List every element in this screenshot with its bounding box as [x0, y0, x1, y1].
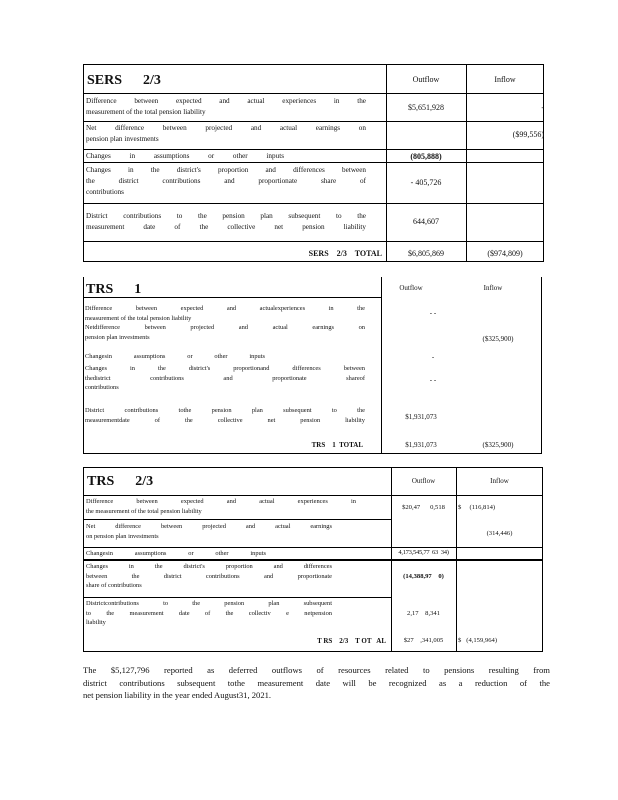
outflow-header: Outflow — [412, 75, 440, 84]
footnote-paragraph — [83, 664, 550, 702]
inflow-value: - — [541, 103, 544, 112]
row-description: Netdifference between projected and actual earnings on pension plan investments — [85, 324, 365, 341]
sers-total-label: SERS 2/3 TOTAL — [308, 249, 382, 258]
outflow-value: $5,651,928 — [408, 103, 444, 112]
trs1-total-label: TRS 1 TOTAL — [311, 441, 363, 449]
bottom-border — [83, 453, 542, 454]
row-description: Changesin assumptions or other inputs — [86, 550, 266, 557]
trs1-table — [83, 277, 542, 454]
footnote-line: The $5,127,796 reported as deferred outflows of resources related to pensions resulting from — [83, 665, 550, 675]
row-divider — [84, 149, 544, 150]
row-description: Changes in the district's proportion and differences between the district contributions and proportionate share of contributions — [86, 563, 332, 589]
row-divider — [84, 121, 544, 122]
row-description: Net difference between projected and actual earnings on pension plan investments — [86, 124, 366, 143]
outflow-header: Outflow — [411, 477, 436, 485]
row-description: Changes in the district's proportion and differences between the district contributions and proportionate share of contributions — [86, 166, 366, 196]
outflow-value: 644,607 — [413, 217, 439, 226]
outflow-value: - — [431, 353, 435, 361]
outflow-value: (14,388,97 0) — [403, 573, 444, 580]
row-description: Changesin assumptions or other inputs — [85, 353, 265, 360]
sers-total-inflow: ($974,809) — [487, 249, 523, 258]
footnote-line: net pension liability in the year ended August31, 2021. — [83, 690, 272, 701]
row-divider — [84, 203, 544, 204]
inflow-header: Inflow — [494, 75, 516, 84]
outflow-value: $1,931,073 — [405, 413, 437, 421]
outflow-value: 4,173,545,77 63 34) — [398, 549, 449, 556]
outflow-value: 2,17 8,341 — [407, 610, 440, 617]
row-description: Difference between expected and actual experiences in the measurement of the total pension liability — [86, 97, 366, 116]
row-description: District contributions tothe pension plan subsequent to the measurementdate of the collective net pension liability — [85, 407, 365, 424]
row-divider — [84, 519, 391, 520]
row-description: District contributions to the pension plan subsequent to the measurement date of the collective net pension liability — [86, 212, 366, 231]
sers-total-outflow: $6,805,869 — [408, 249, 444, 258]
outflow-value: - - — [429, 309, 437, 317]
inflow-value: ($325,900) — [482, 335, 514, 343]
trs23-table — [83, 467, 543, 652]
row-description: Districtcontributions to the pension plan subsequent to the measurement date of the collectiv e netpension liability — [86, 600, 332, 626]
row-description: Changes in assumptions or other inputs — [86, 152, 284, 160]
row-divider — [84, 597, 391, 598]
left-border — [83, 277, 84, 454]
inflow-value: ($99,556) — [512, 130, 544, 139]
trs23-total-label: T RS 2/3 T OT AL — [317, 637, 386, 645]
row-divider — [84, 495, 543, 496]
trs23-total-inflow: $ (4,159,964) — [458, 637, 498, 644]
row-description: Changes in the district's proportionand differences between thedistrict contributions and proportionate shareof contributions — [85, 365, 365, 391]
trs1-total-outflow: $1,931,073 — [405, 441, 437, 449]
row-divider — [84, 559, 543, 561]
outflow-value: $20,47 0,518 — [402, 504, 445, 511]
row-description: Net difference between projected and actual earnings on pension plan investments — [86, 523, 332, 540]
footnote-line: district contributions subsequent tothe measurement date will be recognized as a reduction of the — [83, 677, 550, 688]
outflow-value: (805,888) — [410, 152, 442, 161]
sers-title: SERS 2/3 — [87, 73, 161, 88]
trs1-title: TRS 1 — [86, 282, 142, 297]
outflow-header: Outflow — [399, 284, 423, 292]
row-divider — [84, 162, 544, 163]
column-divider — [466, 65, 467, 261]
trs1-total-inflow: ($325,900) — [482, 441, 514, 449]
row-divider — [84, 93, 544, 94]
row-description: Difference between expected and actualexperiences in the measurement of the total pension liability — [85, 305, 365, 322]
column-divider — [381, 277, 382, 454]
inflow-value: $ (116,814) — [458, 504, 496, 511]
column-divider — [386, 65, 387, 261]
outflow-value: - - — [429, 376, 437, 384]
trs23-title: TRS 2/3 — [87, 474, 154, 489]
trs23-total-outflow: $27 ,341,005 — [403, 637, 444, 644]
right-border — [541, 277, 542, 454]
inflow-value: (314,446) — [486, 530, 513, 537]
row-divider — [84, 241, 544, 242]
sers-table — [83, 64, 544, 262]
inflow-header: Inflow — [483, 284, 503, 292]
row-divider — [84, 547, 543, 548]
row-description: Difference between expected and actual experiences in the measurement of the total pension liability — [86, 498, 356, 515]
inflow-header: Inflow — [490, 477, 509, 485]
outflow-value: - 405,726 — [410, 178, 442, 187]
